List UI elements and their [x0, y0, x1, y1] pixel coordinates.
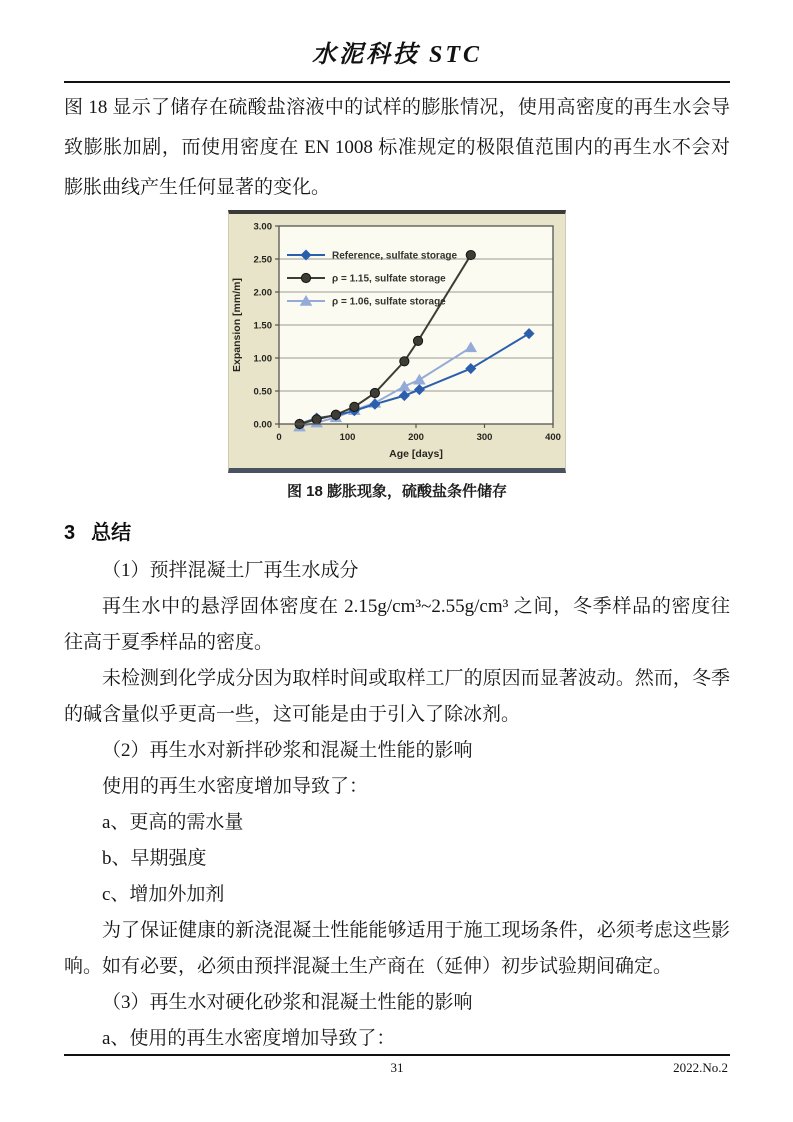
legend-label: ρ = 1.06, sulfate storage — [332, 296, 446, 308]
circle-marker — [312, 415, 321, 424]
summary-paragraphs — [64, 553, 730, 1057]
paragraph: a、更高的需水量 — [102, 812, 244, 833]
x-tick-label: 0 — [276, 432, 282, 443]
circle-marker — [413, 336, 422, 345]
paragraph: （3）再生水对硬化砂浆和混凝土性能的影响 — [102, 992, 473, 1013]
y-tick-label: 2.50 — [253, 254, 272, 266]
x-tick-label: 300 — [476, 432, 493, 443]
paragraph: 再生水中的悬浮固体密度在 2.15g/cm³~2.55g/cm³ 之间，冬季样品的密度往往高于夏季样品的密度。 — [64, 596, 730, 653]
circle-marker — [350, 402, 359, 411]
x-tick-label: 200 — [408, 432, 424, 443]
circle-marker — [331, 410, 340, 419]
intro-paragraph: 图 18 显示了储存在硫酸盐溶液中的试样的膨胀情况，使用高密度的再生水会导致膨胀加剧，而使用密度在 EN 1008 标准规定的极限值范围内的再生水不会对膨胀曲线产生任何显著的变化。 — [64, 97, 730, 198]
journal-title: 水泥科技 STC — [311, 42, 482, 68]
paragraph: （1）预拌混凝土厂再生水成分 — [102, 560, 359, 581]
figure-caption: 图 18 膨胀现象，硫酸盐条件储存 — [286, 483, 508, 500]
y-tick-label: 1.50 — [253, 320, 272, 332]
expansion-chart — [228, 210, 566, 473]
page-footer — [64, 1054, 730, 1076]
y-tick-label: 2.00 — [253, 287, 272, 299]
x-tick-label: 400 — [545, 432, 561, 443]
paragraph: 使用的再生水密度增加导致了： — [102, 776, 369, 797]
paragraph: 未检测到化学成分因为取样时间或取样工厂的原因而显著波动。然而，冬季的碱含量似乎更高一些，这可能是由于引入了除冰剂。 — [64, 668, 730, 725]
legend-label: Reference, sulfate storage — [332, 250, 458, 262]
y-tick-label: 3.00 — [253, 221, 272, 233]
y-tick-label: 0.00 — [253, 419, 272, 431]
paragraph: c、增加外加剂 — [102, 884, 225, 905]
footer-divider — [64, 1054, 730, 1056]
circle-marker — [400, 357, 409, 366]
header-divider — [64, 81, 730, 83]
paragraph: b、早期强度 — [102, 848, 207, 869]
footer-row — [64, 1060, 730, 1076]
circle-marker — [370, 388, 379, 397]
legend-label: ρ = 1.15, sulfate storage — [332, 273, 446, 285]
paragraph: （2）再生水对新拌砂浆和混凝土性能的影响 — [102, 740, 473, 761]
section-number: 3 — [64, 522, 76, 544]
circle-marker — [301, 273, 310, 282]
circle-marker — [466, 250, 475, 259]
page-header — [64, 40, 730, 83]
y-tick-label: 0.50 — [253, 386, 272, 398]
section-heading — [64, 516, 730, 545]
expansion-chart-svg — [229, 214, 565, 468]
page-number: 31 — [390, 1060, 404, 1075]
y-axis-title: Expansion [mm/m] — [231, 278, 243, 372]
figure-18 — [64, 210, 730, 501]
paragraph: a、使用的再生水密度增加导致了： — [102, 1028, 396, 1049]
issue-label: 2022.No.2 — [673, 1060, 728, 1075]
x-axis-title: Age [days] — [389, 448, 443, 460]
paragraph: 为了保证健康的新浇混凝土性能能够适用于施工现场条件，必须考虑这些影响。如有必要，必须由预拌混凝土生产商在（延伸）初步试验期间确定。 — [64, 920, 730, 977]
section-title: 总结 — [91, 522, 132, 544]
y-tick-label: 1.00 — [253, 353, 272, 365]
x-tick-label: 100 — [339, 432, 356, 443]
